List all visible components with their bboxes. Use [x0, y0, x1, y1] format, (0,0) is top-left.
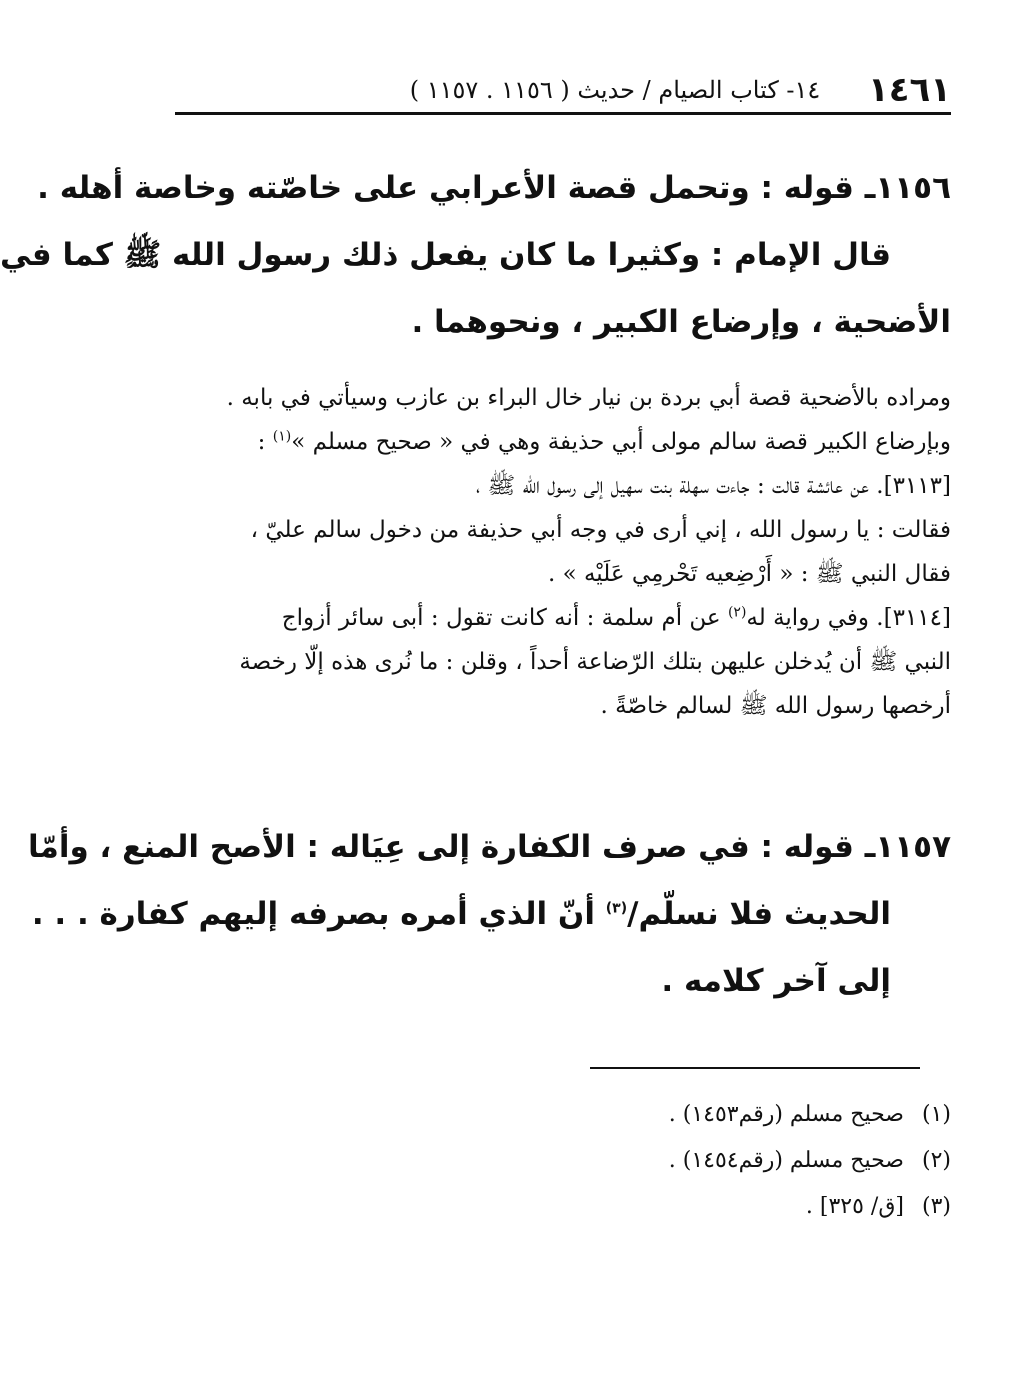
- page-header: [175, 62, 951, 112]
- section-1157-line-2: [31, 881, 951, 948]
- footnote-item: [175, 1138, 951, 1184]
- section-1156-line-1: ١١٥٦ـ قوله : وتحمل قصة الأعرابي على خاصّته وخاصة أهله .: [37, 170, 951, 206]
- page-number: ١٤٦١: [867, 70, 951, 110]
- commentary-line-1: ومراده بالأضحية قصة أبي بردة بن نيار خال البراء بن عازب وسيأتي في بابه .: [226, 385, 951, 411]
- section-1156-line-3: الأضحية ، وإرضاع الكبير ، ونحوهما .: [411, 304, 951, 340]
- footnote-ref-1[interactable]: (١): [272, 428, 292, 445]
- hadith-3113-line-1: [٣١١٣]. عن عائشة قالت : جاءت سهلة بنت سهيل إلى رسول الله ﷺ ،: [475, 473, 951, 499]
- commentary-block: [175, 376, 951, 728]
- footnote-marker: (٣): [921, 1194, 951, 1219]
- footnote-item: [175, 1092, 951, 1138]
- section-1157-line-3-text: إلى آخر كلامه .: [661, 963, 891, 999]
- footnote-marker: (١): [921, 1102, 951, 1127]
- footnote-ref-3[interactable]: (٣): [605, 900, 628, 917]
- footnote-text: [ق/ ٣٢٥] .: [805, 1194, 904, 1219]
- header-rule: [175, 112, 951, 115]
- hadith-3114-line-3: أرخصها رسول الله ﷺ لسالم خاصّةً .: [600, 693, 951, 719]
- running-title: ١٤- كتاب الصيام / حديث ( ١١٥٦ . ١١٥٧ ): [409, 76, 821, 104]
- hadith-3114-line-2: النبي ﷺ أن يُدخلن عليهن بتلك الرّضاعة أحداً ، وقلن : ما نُرى هذه إلّا رخصة: [239, 649, 951, 675]
- section-1157-line-2-text: الحديث فلا نسلّم/: [627, 896, 891, 932]
- footnote-rule: [590, 1067, 920, 1069]
- footnote-text: صحيح مسلم (رقم١٤٥٣) .: [668, 1102, 904, 1127]
- footnote-text: صحيح مسلم (رقم١٤٥٤) .: [668, 1148, 904, 1173]
- footnote-ref-2[interactable]: (٢): [727, 604, 747, 621]
- section-1157-line-3: [175, 948, 951, 1015]
- section-1156: [0, 155, 951, 356]
- section-1157-line-1: ١١٥٧ـ قوله : في صرف الكفارة إلى عِيَاله : الأصح المنع ، وأمّا: [28, 829, 951, 865]
- footnote-marker: (٢): [921, 1148, 951, 1173]
- section-1156-line-2: [0, 222, 951, 289]
- commentary-line-2: [175, 420, 951, 464]
- hadith-3113-line-3: فقال النبي ﷺ : « أَرْضِعيه تَحْرمِي عَلَيْه » .: [547, 561, 951, 587]
- section-1156-line-2-text: قال الإمام : وكثيرا ما كان يفعل ذلك رسول الله ﷺ كما في: [0, 237, 891, 273]
- footnotes-list: [175, 1092, 951, 1230]
- hadith-3113-line-2: فقالت : يا رسول الله ، إني أرى في وجه أبي حذيفة من دخول سالم عليّ ،: [250, 517, 951, 543]
- hadith-3114-line-1-end: عن أم سلمة : أنه كانت تقول : أبى سائر أزواج: [281, 605, 728, 631]
- section-1157-line-2-end: أنّ الذي أمره بصرفه إليهم كفارة . . .: [31, 896, 606, 932]
- hadith-3114-line-1: [175, 596, 951, 640]
- hadith-3114-line-1-text: [٣١١٤]. وفي رواية له: [746, 605, 951, 631]
- section-1157: [28, 814, 951, 1015]
- footnote-item: [175, 1184, 951, 1230]
- commentary-line-2-text: وبإرضاع الكبير قصة سالم مولى أبي حذيفة وهي في « صحيح مسلم »: [291, 429, 951, 455]
- commentary-line-2-end: :: [257, 429, 273, 455]
